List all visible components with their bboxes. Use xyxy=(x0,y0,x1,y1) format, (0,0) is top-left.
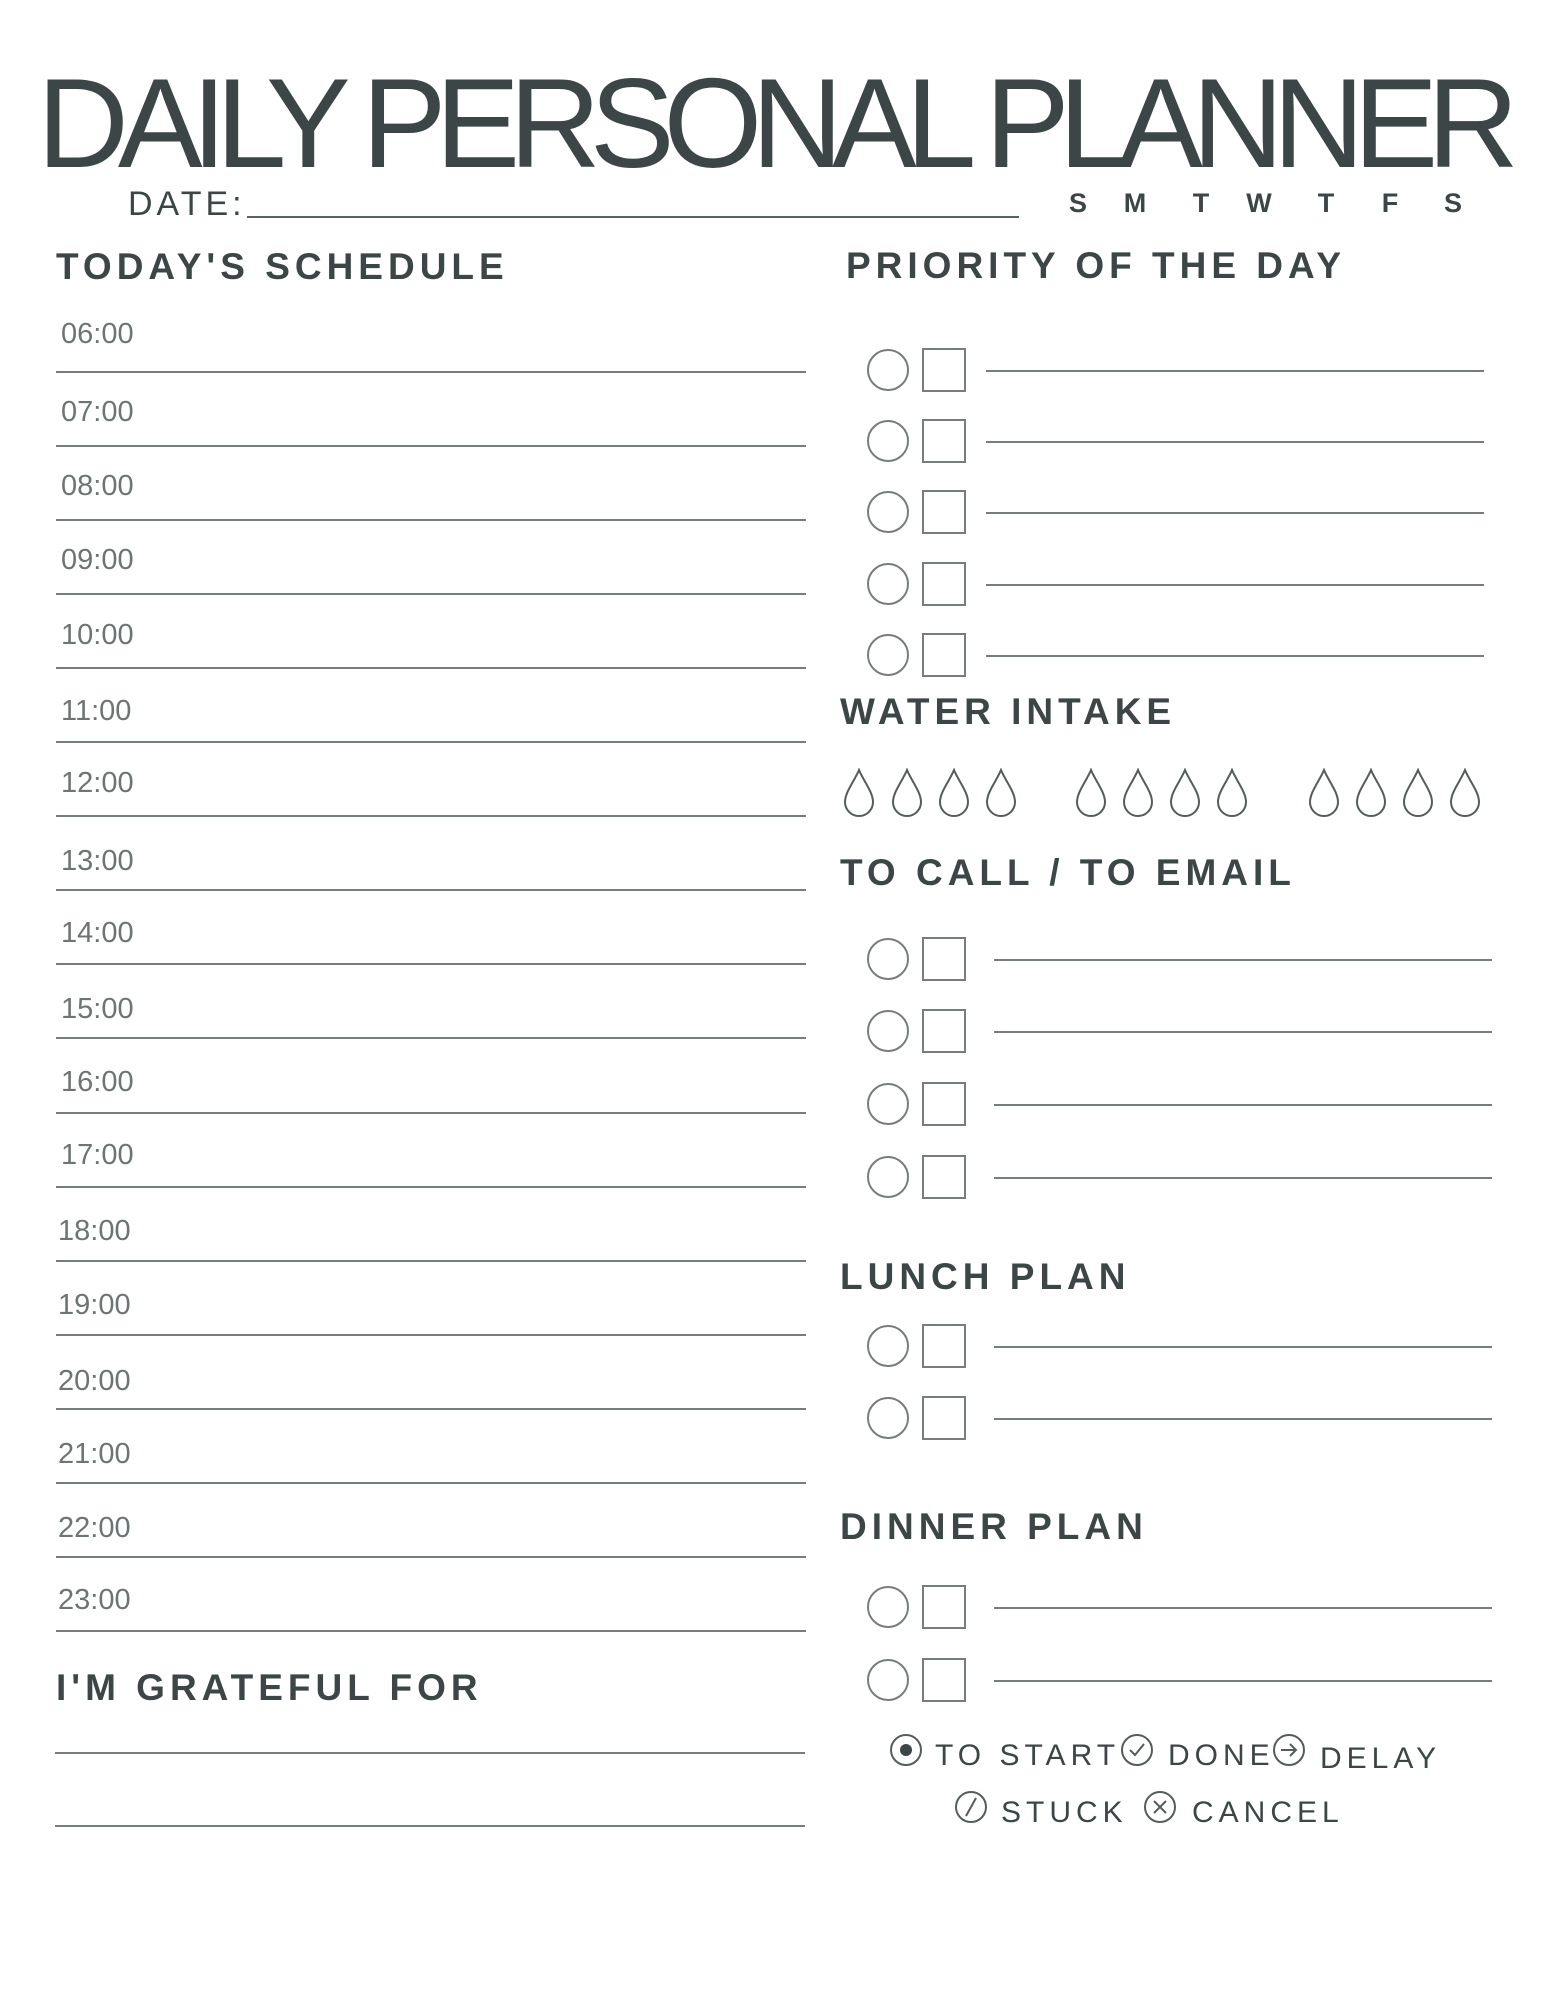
priority-checkbox[interactable] xyxy=(922,348,966,392)
call-status-circle[interactable] xyxy=(867,938,909,980)
weekday-sunday[interactable]: S xyxy=(1068,188,1088,218)
schedule-time: 17:00 xyxy=(61,1139,134,1171)
call-checkbox[interactable] xyxy=(922,1009,966,1053)
done-label: DONE xyxy=(1168,1739,1275,1772)
weekday-monday[interactable]: M xyxy=(1123,188,1147,218)
dinner-checkbox[interactable] xyxy=(922,1658,966,1702)
schedule-line[interactable] xyxy=(56,1037,806,1039)
schedule-time: 15:00 xyxy=(61,993,134,1025)
to-start-label: TO START xyxy=(935,1739,1121,1772)
schedule-line[interactable] xyxy=(56,1334,806,1336)
call-entry-line[interactable] xyxy=(994,1031,1492,1033)
water-drop-icon[interactable] xyxy=(1401,768,1435,818)
schedule-time: 08:00 xyxy=(61,470,134,502)
schedule-time: 07:00 xyxy=(61,396,134,428)
weekday-selector xyxy=(1068,188,1470,224)
schedule-line[interactable] xyxy=(56,1112,806,1114)
stuck-icon xyxy=(954,1790,988,1824)
water-drop-icon[interactable] xyxy=(1307,768,1341,818)
call-status-circle[interactable] xyxy=(867,1156,909,1198)
schedule-time: 12:00 xyxy=(61,767,134,799)
schedule-line[interactable] xyxy=(56,667,806,669)
weekday-saturday[interactable]: S xyxy=(1443,188,1463,218)
priority-checkbox[interactable] xyxy=(922,419,966,463)
done-icon xyxy=(1120,1733,1154,1767)
grateful-line[interactable] xyxy=(55,1752,805,1754)
call-checkbox[interactable] xyxy=(922,1155,966,1199)
water-drop-icon[interactable] xyxy=(984,768,1018,818)
call-checkbox[interactable] xyxy=(922,937,966,981)
call-heading: TO CALL / TO EMAIL xyxy=(840,852,1296,893)
schedule-heading: TODAY'S SCHEDULE xyxy=(56,246,509,287)
weekday-friday[interactable]: F xyxy=(1381,188,1399,218)
priority-entry-line[interactable] xyxy=(986,441,1484,443)
to-start-icon xyxy=(889,1733,923,1767)
dinner-entry-line[interactable] xyxy=(994,1680,1492,1682)
priority-heading: PRIORITY OF THE DAY xyxy=(846,245,1347,286)
lunch-checkbox[interactable] xyxy=(922,1324,966,1368)
water-drop-icon[interactable] xyxy=(1215,768,1249,818)
lunch-status-circle[interactable] xyxy=(867,1397,909,1439)
water-drop-icon[interactable] xyxy=(890,768,924,818)
priority-entry-line[interactable] xyxy=(986,584,1484,586)
priority-checkbox[interactable] xyxy=(922,633,966,677)
schedule-time: 20:00 xyxy=(58,1365,131,1397)
schedule-time: 16:00 xyxy=(61,1066,134,1098)
cancel-icon xyxy=(1143,1790,1177,1824)
call-status-circle[interactable] xyxy=(867,1010,909,1052)
schedule-line[interactable] xyxy=(56,1630,806,1632)
lunch-checkbox[interactable] xyxy=(922,1396,966,1440)
priority-status-circle[interactable] xyxy=(867,349,909,391)
lunch-status-circle[interactable] xyxy=(867,1325,909,1367)
schedule-line[interactable] xyxy=(56,371,806,373)
water-heading: WATER INTAKE xyxy=(840,691,1177,732)
date-label: DATE: xyxy=(128,185,246,223)
priority-entry-line[interactable] xyxy=(986,512,1484,514)
schedule-time: 09:00 xyxy=(61,544,134,576)
priority-status-circle[interactable] xyxy=(867,420,909,462)
priority-checkbox[interactable] xyxy=(922,562,966,606)
priority-status-circle[interactable] xyxy=(867,491,909,533)
schedule-line[interactable] xyxy=(56,1260,806,1262)
schedule-line[interactable] xyxy=(56,889,806,891)
priority-entry-line[interactable] xyxy=(986,655,1484,657)
schedule-line[interactable] xyxy=(56,1482,806,1484)
call-entry-line[interactable] xyxy=(994,959,1492,961)
schedule-line[interactable] xyxy=(56,593,806,595)
schedule-time: 10:00 xyxy=(61,619,134,651)
water-drop-icon[interactable] xyxy=(1354,768,1388,818)
schedule-line[interactable] xyxy=(56,1556,806,1558)
delay-icon xyxy=(1272,1733,1306,1767)
schedule-time: 14:00 xyxy=(61,917,134,949)
lunch-entry-line[interactable] xyxy=(994,1418,1492,1420)
water-drop-icon[interactable] xyxy=(937,768,971,818)
schedule-line[interactable] xyxy=(56,1408,806,1410)
schedule-line[interactable] xyxy=(56,815,806,817)
schedule-time: 11:00 xyxy=(61,695,132,727)
priority-checkbox[interactable] xyxy=(922,490,966,534)
weekday-wednesday[interactable]: W xyxy=(1246,188,1272,218)
stuck-label: STUCK xyxy=(1001,1796,1128,1829)
water-drop-icon[interactable] xyxy=(1074,768,1108,818)
dinner-status-circle[interactable] xyxy=(867,1659,909,1701)
schedule-line[interactable] xyxy=(56,445,806,447)
dinner-heading: DINNER PLAN xyxy=(840,1506,1148,1547)
page-title: DAILY PERSONAL PLANNER xyxy=(37,52,1508,194)
call-status-circle[interactable] xyxy=(867,1083,909,1125)
schedule-time: 23:00 xyxy=(58,1584,131,1616)
grateful-line[interactable] xyxy=(55,1825,805,1827)
dinner-status-circle[interactable] xyxy=(867,1586,909,1628)
lunch-heading: LUNCH PLAN xyxy=(840,1256,1131,1297)
date-field[interactable] xyxy=(247,216,1019,218)
dinner-entry-line[interactable] xyxy=(994,1607,1492,1609)
water-drop-icon[interactable] xyxy=(1448,768,1482,818)
schedule-line[interactable] xyxy=(56,1186,806,1188)
schedule-line[interactable] xyxy=(56,741,806,743)
weekday-tuesday[interactable]: T xyxy=(1192,188,1210,218)
priority-entry-line[interactable] xyxy=(986,370,1484,372)
water-drop-icon[interactable] xyxy=(842,768,876,818)
call-entry-line[interactable] xyxy=(994,1177,1492,1179)
schedule-time: 06:00 xyxy=(61,318,134,350)
schedule-time: 13:00 xyxy=(61,845,134,877)
cancel-label: CANCEL xyxy=(1192,1796,1344,1829)
schedule-line[interactable] xyxy=(56,963,806,965)
grateful-heading: I'M GRATEFUL FOR xyxy=(56,1667,483,1708)
water-drop-icon[interactable] xyxy=(1121,768,1155,818)
call-checkbox[interactable] xyxy=(922,1082,966,1126)
schedule-line[interactable] xyxy=(56,519,806,521)
lunch-entry-line[interactable] xyxy=(994,1346,1492,1348)
priority-status-circle[interactable] xyxy=(867,563,909,605)
weekday-thursday[interactable]: T xyxy=(1317,188,1335,218)
schedule-time: 18:00 xyxy=(58,1215,131,1247)
schedule-time: 21:00 xyxy=(58,1438,131,1470)
water-drop-icon[interactable] xyxy=(1168,768,1202,818)
priority-status-circle[interactable] xyxy=(867,634,909,676)
delay-label: DELAY xyxy=(1320,1742,1442,1775)
schedule-time: 22:00 xyxy=(58,1512,131,1544)
dinner-checkbox[interactable] xyxy=(922,1585,966,1629)
schedule-time: 19:00 xyxy=(58,1289,131,1321)
call-entry-line[interactable] xyxy=(994,1104,1492,1106)
